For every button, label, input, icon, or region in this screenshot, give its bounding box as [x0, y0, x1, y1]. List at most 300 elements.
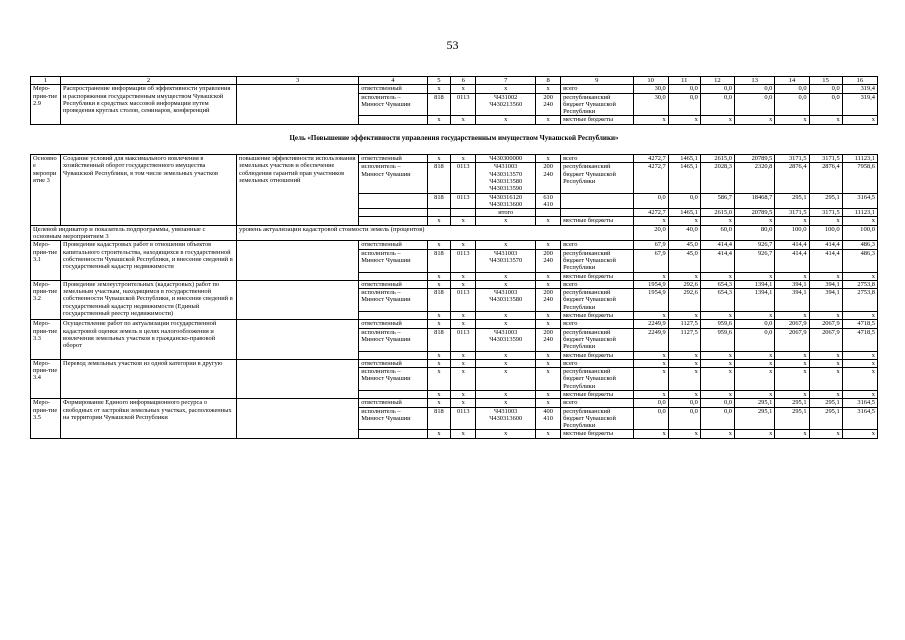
amount-cell: x	[668, 351, 700, 359]
amount-cell: x	[633, 116, 668, 124]
code-cell: x	[536, 390, 561, 398]
source-cell: местные бюджеты	[561, 390, 633, 398]
column-number: 2	[61, 77, 237, 85]
indicator-name: уровень актуализации кадастровой стоимости земель (процентов)	[237, 225, 634, 241]
amount-cell: 2249,9	[633, 320, 668, 328]
amount-cell: x	[809, 351, 842, 359]
code-cell: 0113	[451, 289, 476, 312]
event-label: Меро-прия-тие 3.1	[31, 241, 61, 280]
responsible-cell	[359, 272, 427, 280]
event-target	[237, 85, 359, 124]
code-cell: x	[476, 390, 536, 398]
amount-cell: 0,0	[668, 193, 700, 209]
amount-cell: x	[775, 116, 809, 124]
amount-cell: 2067,9	[775, 328, 809, 351]
source-cell: всего	[561, 155, 633, 163]
event-name: Перевод земельных участков из одной категории в другую	[61, 359, 237, 398]
amount-cell: 1954,9	[633, 289, 668, 312]
event-target	[237, 280, 359, 319]
code-cell: Ч431003 Ч430313570 Ч430313580 Ч430313590	[476, 163, 536, 193]
indicator-value: 100,0	[809, 225, 842, 241]
code-cell: 0113	[451, 328, 476, 351]
amount-cell: 0,0	[668, 407, 700, 430]
amount-cell: x	[700, 351, 734, 359]
amount-cell: x	[775, 359, 809, 367]
amount-cell: 295,1	[735, 399, 775, 407]
amount-cell: 4718,5	[842, 320, 877, 328]
amount-cell: 394,1	[809, 289, 842, 312]
amount-cell: x	[633, 272, 668, 280]
table-row	[31, 359, 878, 367]
responsible-cell: ответственный	[359, 241, 427, 249]
amount-cell: 4272,7	[633, 163, 668, 193]
code-cell: x	[451, 272, 476, 280]
amount-cell: 3164,5	[842, 193, 877, 209]
amount-cell: x	[668, 359, 700, 367]
amount-cell: x	[668, 390, 700, 398]
code-cell: x	[536, 351, 561, 359]
amount-cell: 0,0	[809, 85, 842, 93]
source-cell: всего	[561, 320, 633, 328]
code-cell: x	[476, 320, 536, 328]
amount-cell: 926,7	[735, 241, 775, 249]
amount-cell: x	[633, 359, 668, 367]
amount-cell: 1394,1	[735, 289, 775, 312]
amount-cell: 2028,3	[700, 163, 734, 193]
amount-cell: 4718,5	[842, 328, 877, 351]
amount-cell: 45,0	[668, 241, 700, 249]
code-cell: x	[451, 320, 476, 328]
column-number: 11	[668, 77, 700, 85]
amount-cell: 959,6	[700, 328, 734, 351]
indicator-value: 100,0	[842, 225, 877, 241]
code-cell: x	[451, 390, 476, 398]
source-cell: республиканский бюджет Чувашской Республики	[561, 289, 633, 312]
code-cell: x	[427, 368, 451, 391]
event-name: Проведение землеустроительных (кадастровых) работ по земельным участкам, находящимся в государственной собственности Чувашской Республики, и внесение сведений в государственный кадастр недвижимости (Единый государственный реестр недвижимости)	[61, 280, 237, 319]
code-cell: x	[427, 155, 451, 163]
column-number: 10	[633, 77, 668, 85]
amount-cell: x	[842, 351, 877, 359]
source-cell: местные бюджеты	[561, 430, 633, 438]
budget-table	[30, 76, 878, 439]
table-row	[31, 399, 878, 407]
responsible-cell: исполнитель – Минюст Чувашии	[359, 368, 427, 391]
indicator-value: 60,0	[700, 225, 734, 241]
code-cell: x	[451, 241, 476, 249]
source-cell	[561, 209, 633, 217]
amount-cell: 0,0	[735, 85, 775, 93]
code-cell: x	[536, 241, 561, 249]
source-cell: республиканский бюджет Чувашской Республики	[561, 249, 633, 272]
column-number: 3	[237, 77, 359, 85]
indicator-value: 40,0	[668, 225, 700, 241]
amount-cell: 0,0	[775, 85, 809, 93]
code-cell: 818	[427, 407, 451, 430]
code-cell: x	[451, 155, 476, 163]
amount-cell: 30,0	[633, 93, 668, 116]
event-name: Проведение кадастровых работ в отношении объектов капитального строительства, находящихся в государственной собственности Чувашской Республики, и внесение сведений в государственный кадастр недвижимости	[61, 241, 237, 280]
source-cell: местные бюджеты	[561, 217, 633, 225]
amount-cell: x	[668, 272, 700, 280]
amount-cell: 0,0	[668, 399, 700, 407]
event-target	[237, 399, 359, 438]
code-cell: x	[536, 85, 561, 93]
responsible-cell	[359, 193, 427, 209]
code-cell: 200 240	[536, 289, 561, 312]
responsible-cell: ответственный	[359, 155, 427, 163]
code-cell: x	[476, 312, 536, 320]
amount-cell: 3171,5	[775, 155, 809, 163]
amount-cell: 654,3	[700, 280, 734, 288]
responsible-cell	[359, 217, 427, 225]
source-cell: местные бюджеты	[561, 272, 633, 280]
amount-cell: 414,4	[775, 249, 809, 272]
amount-cell: 295,1	[775, 407, 809, 430]
column-number: 5	[427, 77, 451, 85]
column-number: 16	[842, 77, 877, 85]
amount-cell: 414,4	[700, 241, 734, 249]
code-cell: 400 410	[536, 407, 561, 430]
amount-cell: 295,1	[809, 399, 842, 407]
responsible-cell: исполнитель – Минюст Чувашии	[359, 249, 427, 272]
amount-cell: x	[775, 430, 809, 438]
event-label: Меро-прия-тие 3.5	[31, 399, 61, 438]
amount-cell: 394,1	[775, 280, 809, 288]
amount-cell: 2067,9	[809, 320, 842, 328]
amount-cell: 4272,7	[633, 209, 668, 217]
event-name: Создание условий для максимального вовлечения в хозяйственный оборот государственного имущества Чувашской Республики, в том числе земельных участков	[61, 155, 237, 226]
amount-cell: 1465,1	[668, 155, 700, 163]
indicator-value: 100,0	[775, 225, 809, 241]
amount-cell: x	[633, 390, 668, 398]
code-cell: x	[536, 368, 561, 391]
amount-cell: x	[809, 312, 842, 320]
table-row	[31, 85, 878, 93]
amount-cell: x	[809, 390, 842, 398]
source-cell: республиканский бюджет Чувашской Республики	[561, 328, 633, 351]
amount-cell: 2249,9	[633, 328, 668, 351]
amount-cell: x	[775, 368, 809, 391]
amount-cell: x	[842, 359, 877, 367]
code-cell: x	[451, 430, 476, 438]
amount-cell: x	[775, 351, 809, 359]
amount-cell: x	[668, 116, 700, 124]
responsible-cell: исполнитель – Минюст Чувашии	[359, 163, 427, 193]
amount-cell: x	[668, 217, 700, 225]
amount-cell: 3171,5	[775, 209, 809, 217]
amount-cell: x	[700, 272, 734, 280]
code-cell: x	[536, 155, 561, 163]
responsible-cell	[359, 209, 427, 217]
amount-cell: x	[735, 116, 775, 124]
event-label: Меро-прия-тие 3.2	[31, 280, 61, 319]
amount-cell: 2753,8	[842, 289, 877, 312]
code-cell: x	[427, 272, 451, 280]
code-cell: x	[536, 217, 561, 225]
amount-cell: x	[700, 217, 734, 225]
code-cell: x	[451, 359, 476, 367]
amount-cell: 20789,5	[735, 209, 775, 217]
code-cell: 200 240	[536, 163, 561, 193]
code-cell: Ч431002 Ч430213560	[476, 93, 536, 116]
code-cell: x	[451, 399, 476, 407]
table-row	[31, 241, 878, 249]
amount-cell: x	[735, 430, 775, 438]
code-cell	[451, 209, 476, 217]
source-cell: всего	[561, 280, 633, 288]
source-cell: всего	[561, 399, 633, 407]
indicator-label: Целевой индикатор и показатель подпрограммы, увязанные с основным мероприятием 3	[31, 225, 237, 241]
code-cell: x	[476, 399, 536, 407]
amount-cell: 394,1	[775, 289, 809, 312]
responsible-cell: ответственный	[359, 320, 427, 328]
code-cell: x	[427, 390, 451, 398]
amount-cell: 295,1	[775, 193, 809, 209]
amount-cell: 67,9	[633, 241, 668, 249]
column-number: 4	[359, 77, 427, 85]
amount-cell: x	[735, 390, 775, 398]
code-cell: x	[536, 359, 561, 367]
amount-cell: 11123,1	[842, 209, 877, 217]
column-number: 1	[31, 77, 61, 85]
amount-cell: 0,0	[668, 85, 700, 93]
code-cell: 0113	[451, 163, 476, 193]
amount-cell: 2067,9	[809, 328, 842, 351]
code-cell: 0113	[451, 249, 476, 272]
amount-cell: x	[700, 390, 734, 398]
code-cell: x	[427, 320, 451, 328]
column-number: 14	[775, 77, 809, 85]
amount-cell: x	[735, 351, 775, 359]
responsible-cell: ответственный	[359, 85, 427, 93]
responsible-cell	[359, 430, 427, 438]
event-name: Осуществление работ по актуализации государственной кадастровой оценки земель в целях налогообложения и вовлечения земельных участков в гражданско-правовой оборот	[61, 320, 237, 359]
code-cell: x	[451, 351, 476, 359]
code-cell: x	[427, 399, 451, 407]
code-cell: x	[427, 85, 451, 93]
event-name: Распространение информации об эффективности управления и распоряжения государственным имуществом Чувашской Республики в средствах массовой информации путем проведения круглых столов, семинаров, конференций	[61, 85, 237, 124]
code-cell: Ч431003 Ч430313600	[476, 407, 536, 430]
amount-cell: x	[809, 116, 842, 124]
amount-cell: 0,0	[633, 407, 668, 430]
source-cell: республиканский бюджет Чувашской Республики	[561, 163, 633, 193]
amount-cell: 45,0	[668, 249, 700, 272]
code-cell: x	[451, 217, 476, 225]
responsible-cell: ответственный	[359, 280, 427, 288]
amount-cell: x	[842, 116, 877, 124]
amount-cell: 0,0	[809, 93, 842, 116]
code-cell: x	[476, 85, 536, 93]
code-cell: x	[427, 280, 451, 288]
amount-cell: 3171,5	[809, 209, 842, 217]
amount-cell: x	[735, 217, 775, 225]
amount-cell: x	[700, 430, 734, 438]
amount-cell: 0,0	[735, 328, 775, 351]
code-cell: x	[476, 217, 536, 225]
amount-cell: 486,3	[842, 241, 877, 249]
code-cell: x	[451, 312, 476, 320]
amount-cell: 0,0	[633, 399, 668, 407]
amount-cell: x	[633, 430, 668, 438]
code-cell: x	[476, 359, 536, 367]
code-cell: Ч431003 Ч430313590	[476, 328, 536, 351]
source-cell: местные бюджеты	[561, 312, 633, 320]
column-number: 15	[809, 77, 842, 85]
amount-cell: x	[633, 351, 668, 359]
amount-cell: x	[700, 359, 734, 367]
amount-cell: 0,0	[633, 193, 668, 209]
event-target	[237, 359, 359, 398]
amount-cell: 11123,1	[842, 155, 877, 163]
amount-cell: 2615,0	[700, 155, 734, 163]
indicator-value: 80,0	[735, 225, 775, 241]
source-cell: местные бюджеты	[561, 116, 633, 124]
code-cell: 818	[427, 249, 451, 272]
responsible-cell	[359, 351, 427, 359]
code-cell: x	[476, 272, 536, 280]
responsible-cell: исполнитель – Минюст Чувашии	[359, 328, 427, 351]
amount-cell: 1127,5	[668, 320, 700, 328]
code-cell: x	[427, 312, 451, 320]
code-cell: x	[451, 280, 476, 288]
amount-cell: 319,4	[842, 85, 877, 93]
amount-cell: 292,6	[668, 289, 700, 312]
column-number: 8	[536, 77, 561, 85]
event-label: Меро-прия-тие 3.3	[31, 320, 61, 359]
amount-cell: 0,0	[700, 407, 734, 430]
event-label: Меро-прия-тие 2.9	[31, 85, 61, 124]
column-number: 12	[700, 77, 734, 85]
column-number-row	[31, 77, 878, 85]
event-label: Основное мероприятие 3	[31, 155, 61, 226]
amount-cell: 586,7	[700, 193, 734, 209]
code-cell: 0113	[451, 407, 476, 430]
amount-cell: x	[809, 430, 842, 438]
code-cell: x	[476, 368, 536, 391]
amount-cell: x	[775, 390, 809, 398]
source-cell: республиканский бюджет Чувашской Республики	[561, 407, 633, 430]
source-cell	[561, 193, 633, 209]
amount-cell: x	[775, 312, 809, 320]
amount-cell: 0,0	[700, 93, 734, 116]
code-cell: x	[536, 280, 561, 288]
goal-row	[31, 124, 878, 154]
code-cell: x	[536, 116, 561, 124]
amount-cell: 486,3	[842, 249, 877, 272]
indicator-value: 20,0	[633, 225, 668, 241]
source-cell: республиканский бюджет Чувашской Республики	[561, 93, 633, 116]
amount-cell: 2615,0	[700, 209, 734, 217]
amount-cell: 394,1	[809, 280, 842, 288]
code-cell: x	[427, 430, 451, 438]
amount-cell: x	[700, 312, 734, 320]
amount-cell: 414,4	[700, 249, 734, 272]
amount-cell: 414,4	[809, 249, 842, 272]
amount-cell: 0,0	[700, 399, 734, 407]
amount-cell: x	[668, 368, 700, 391]
amount-cell: 0,0	[735, 93, 775, 116]
code-cell: 200 240	[536, 328, 561, 351]
amount-cell: 67,9	[633, 249, 668, 272]
amount-cell: 0,0	[668, 93, 700, 116]
responsible-cell: исполнитель – Минюст Чувашии	[359, 407, 427, 430]
amount-cell: 654,3	[700, 289, 734, 312]
amount-cell: 2067,9	[775, 320, 809, 328]
code-cell: 0113	[451, 93, 476, 116]
amount-cell: 295,1	[809, 407, 842, 430]
amount-cell: 959,6	[700, 320, 734, 328]
code-cell: x	[536, 399, 561, 407]
source-cell: местные бюджеты	[561, 351, 633, 359]
code-cell: x	[536, 272, 561, 280]
amount-cell: x	[809, 359, 842, 367]
responsible-cell: исполнитель – Минюст Чувашии	[359, 93, 427, 116]
code-cell: Ч431003 Ч430313580	[476, 289, 536, 312]
responsible-cell: ответственный	[359, 359, 427, 367]
amount-cell: 3171,5	[809, 155, 842, 163]
event-target	[237, 320, 359, 359]
responsible-cell	[359, 116, 427, 124]
amount-cell: 1394,1	[735, 280, 775, 288]
amount-cell: x	[809, 272, 842, 280]
code-cell: итого	[476, 209, 536, 217]
column-number: 6	[451, 77, 476, 85]
column-number: 9	[561, 77, 633, 85]
event-label: Меро-прия-тие 3.4	[31, 359, 61, 398]
amount-cell: 18468,7	[735, 193, 775, 209]
amount-cell: 4272,7	[633, 155, 668, 163]
indicator-row	[31, 225, 878, 241]
code-cell: x	[427, 116, 451, 124]
code-cell: 818	[427, 289, 451, 312]
amount-cell: x	[842, 217, 877, 225]
amount-cell: x	[700, 116, 734, 124]
table-row	[31, 280, 878, 288]
amount-cell: x	[735, 368, 775, 391]
amount-cell: x	[842, 368, 877, 391]
code-cell	[536, 209, 561, 217]
event-target	[237, 241, 359, 280]
amount-cell: x	[842, 430, 877, 438]
table-row	[31, 155, 878, 163]
source-cell: республиканский бюджет Чувашской Республики	[561, 368, 633, 391]
page-number: 53	[446, 38, 459, 52]
amount-cell: 295,1	[775, 399, 809, 407]
responsible-cell	[359, 390, 427, 398]
amount-cell: x	[775, 217, 809, 225]
amount-cell: x	[842, 312, 877, 320]
event-target: повышение эффективности использования земельных участков и обеспечение соблюдения гарантий прав участников земельных отношений	[237, 155, 359, 226]
amount-cell: x	[668, 430, 700, 438]
amount-cell: x	[809, 217, 842, 225]
column-number: 13	[735, 77, 775, 85]
code-cell: 818	[427, 328, 451, 351]
source-cell: всего	[561, 359, 633, 367]
amount-cell: x	[809, 368, 842, 391]
amount-cell: 295,1	[809, 193, 842, 209]
amount-cell: x	[775, 272, 809, 280]
amount-cell: 0,0	[700, 85, 734, 93]
amount-cell: 2320,8	[735, 163, 775, 193]
code-cell: x	[427, 351, 451, 359]
amount-cell: 2753,8	[842, 280, 877, 288]
responsible-cell: исполнитель – Минюст Чувашии	[359, 289, 427, 312]
source-cell: всего	[561, 85, 633, 93]
column-number: 7	[476, 77, 536, 85]
code-cell: x	[476, 430, 536, 438]
amount-cell: x	[700, 368, 734, 391]
